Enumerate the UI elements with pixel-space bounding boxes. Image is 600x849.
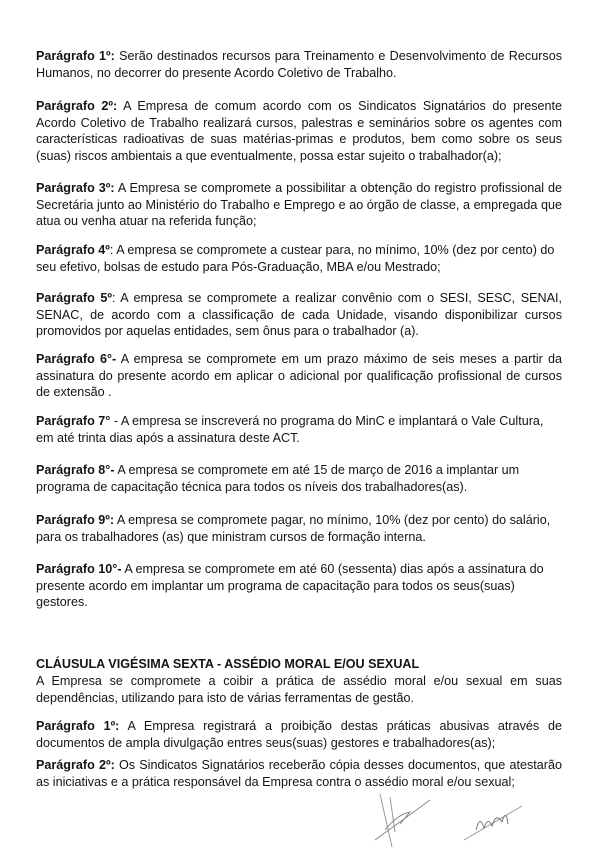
- paragraph-text: Os Sindicatos Signatários receberão cópia desses documentos, que atestarão as iniciativas e a prática responsável da Empresa contra o assédio moral e/ou sexual;: [36, 758, 562, 789]
- paragraph-5: [36, 290, 562, 340]
- paragraph-label: Parágrafo 2º:: [36, 758, 115, 772]
- paragraph-text: A Empresa de comum acordo com os Sindicatos Signatários do presente Acordo Coletivo de Trabalho realizará cursos, palestras e seminários sobre os agentes com características radioativas de suas matérias-primas e produtos, bem como sobre os seus (suas) riscos ambientais a que eventualmente, possa estar sujeito o trabalhador(a);: [36, 99, 563, 163]
- paragraph-text: A empresa se compromete em até 15 de março de 2016 a implantar um programa de capacitação técnica para todos os níveis dos trabalhadores(as).: [36, 463, 520, 494]
- paragraph-7: [36, 413, 562, 446]
- paragraph-3: [36, 180, 562, 230]
- paragraph-text: - A empresa se inscreverá no programa do MinC e implantará o Vale Cultura, em até trinta dias após a assinatura deste ACT.: [36, 414, 544, 445]
- paragraph-label: Parágrafo 4º: [36, 243, 110, 257]
- paragraph-label: Parágrafo 7°: [36, 414, 111, 428]
- paragraph-text: A empresa se compromete em um prazo máximo de seis meses a partir da assinatura do presente acordo em aplicar o adicional por qualificação profissional de cursos de extensão .: [36, 352, 563, 399]
- paragraph-text: Serão destinados recursos para Treinamento e Desenvolvimento de Recursos Humanos, no decorrer do presente Acordo Coletivo de Trabalho.: [36, 49, 562, 80]
- paragraph-label: Parágrafo 8°-: [36, 463, 115, 477]
- signature-2: [462, 798, 532, 843]
- paragraph-10: [36, 561, 562, 611]
- paragraph-9: [36, 512, 562, 545]
- paragraph-label: Parágrafo 1º:: [36, 719, 120, 733]
- paragraph-2: [36, 98, 562, 164]
- clause-heading: CLÁUSULA VIGÉSIMA SEXTA - ASSÉDIO MORAL E/OU SEXUAL: [36, 657, 420, 671]
- paragraph-1: [36, 48, 562, 81]
- paragraph-text: : A empresa se compromete a realizar convênio com o SESI, SESC, SENAI, SENAC, de acordo com a classificação de cada Unidade, visando disponibilizar cursos promovidos por aquelas entidades, sem ônus para o trabalhador (a).: [36, 291, 562, 338]
- paragraph-label: Parágrafo 2º:: [36, 99, 118, 113]
- signature-1: [370, 792, 450, 849]
- paragraph-8: [36, 462, 562, 495]
- paragraph-label: Parágrafo 10°-: [36, 562, 122, 576]
- paragraph-6: [36, 351, 562, 401]
- clause-paragraph-2: [36, 757, 562, 790]
- paragraph-label: Parágrafo 6°-: [36, 352, 117, 366]
- paragraph-text: A Empresa registrará a proibição destas práticas abusivas através de documentos de ampla divulgação entres seus(suas) gestores e trabalhadores(as);: [36, 719, 562, 750]
- paragraph-label: Parágrafo 5º: [36, 291, 112, 305]
- clause-paragraph-1: [36, 718, 562, 751]
- paragraph-label: Parágrafo 9º:: [36, 513, 115, 527]
- paragraph-text: : A empresa se compromete a custear para, no mínimo, 10% (dez por cento) do seu efetivo, bolsas de estudo para Pós-Graduação, MBA e/ou Mestrado;: [36, 243, 555, 274]
- paragraph-label: Parágrafo 1º:: [36, 49, 115, 63]
- paragraph-4: [36, 242, 562, 275]
- paragraph-label: Parágrafo 3º:: [36, 181, 115, 195]
- paragraph-text: A empresa se compromete pagar, no mínimo, 10% (dez por cento) do salário, para os trabalhadores (as) que ministram cursos de formação interna.: [36, 513, 551, 544]
- paragraph-text: A empresa se compromete em até 60 (sessenta) dias após a assinatura do presente acordo em implantar um programa de capacitação para todos os seus(suas) gestores.: [36, 562, 544, 609]
- clause-intro: A Empresa se compromete a coibir a prática de assédio moral e/ou sexual em suas dependências, utilizando para isto de várias ferramentas de gestão.: [36, 674, 562, 705]
- paragraph-text: A Empresa se compromete a possibilitar a obtenção do registro profissional de Secretária junto ao Ministério do Trabalho e Emprego e ao órgão de classe, a empregada que atua ou venha atuar na referida função;: [36, 181, 563, 228]
